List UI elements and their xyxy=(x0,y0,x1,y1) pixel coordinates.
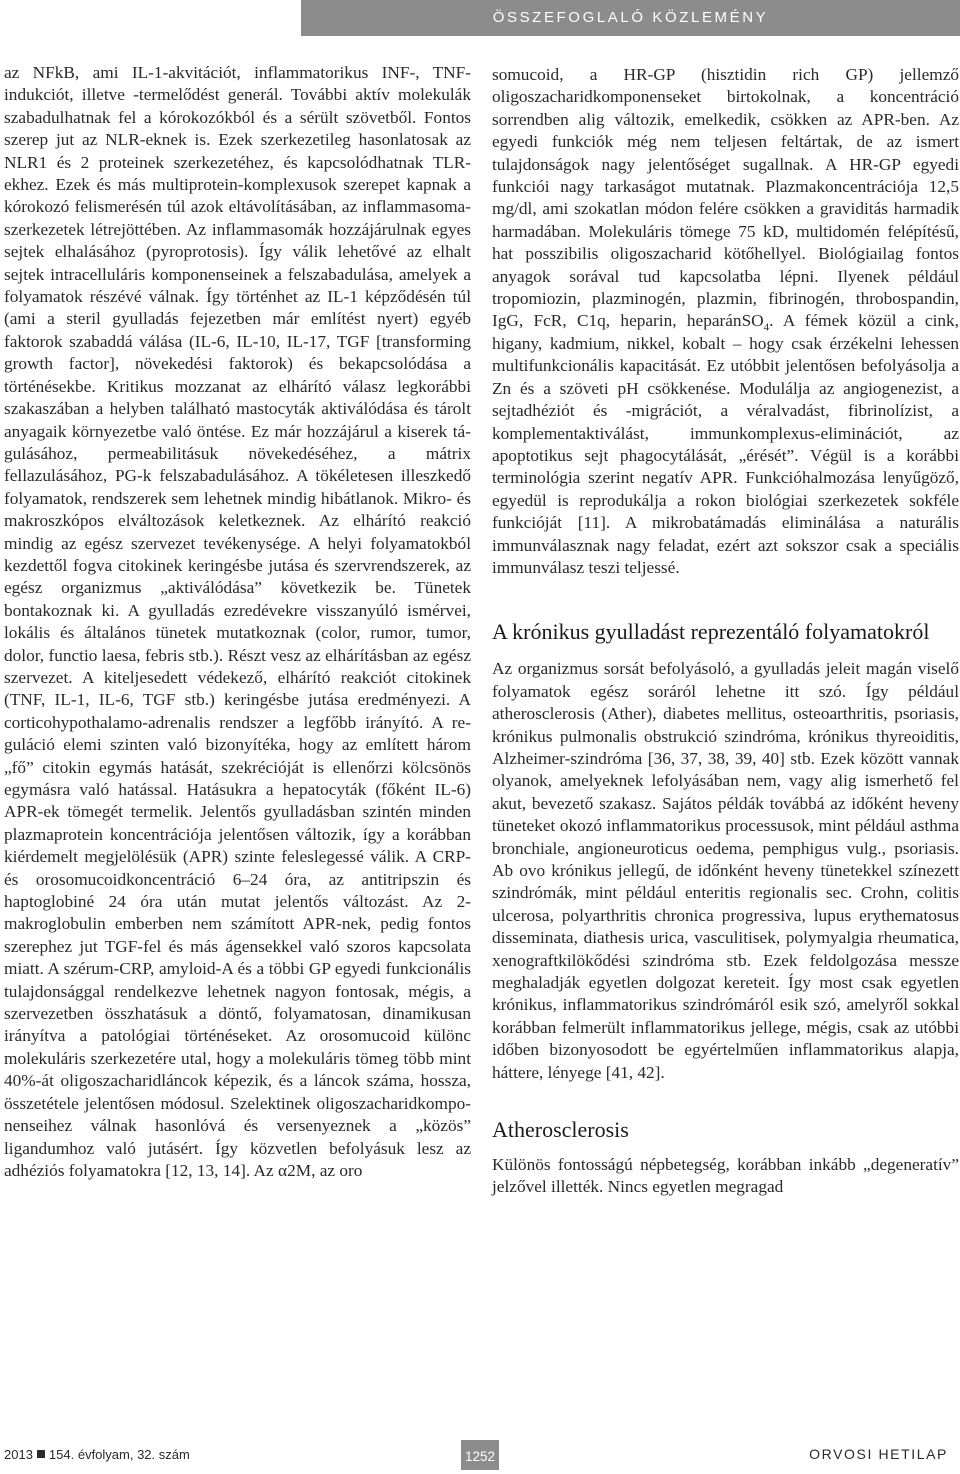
page-number: 1252 xyxy=(461,1440,499,1470)
year: 2013 xyxy=(4,1447,33,1462)
body-paragraph xyxy=(492,64,959,579)
page-footer xyxy=(0,1440,960,1470)
section-header-bar xyxy=(301,0,960,36)
subsection-heading: Atherosclerosis xyxy=(492,1117,629,1143)
body-paragraph: az NFkB, ami IL-1-akvitációt, inflammatorikus INF-, TNF-indukciót, illetve -termelődést generál. További aktív molekulák szabadulhatnak fel a kórokozókból és a sérült szövetből. Fontos szerep jut az NLR-eknek is. Ezek szerkezetileg hasonlatosak az NLR1 és 2 proteinek szerkezetéhez, és kapcsolódhatnak TLR-ekhez. Ezek és más multiprotein-komplexusok szerepet kapnak a kórokozó felismerésén túl azok eltávolításában, az inflammasoma-szerkezetek létrejöttében. Az inflammasomák hozzájárulnak egyes sejtek elhalásához (pyroprotosis). Így válik lehetővé az elhalt sejtek intracelluláris komponenseinek a felszabadulása, amelyek a folyamatok részévé válnak. Így történhet az IL-1 képződésén túl (ami a steril gyulladás fejezetben már említést nyert) egyéb faktorok szabaddá válása (IL-6, IL-10, IL-17, TGF [transforming growth factor], növekedési faktorok) és bekapcsolódása a történésekbe. Kritikus mozzanat az elhárító válasz legkorábbi szakaszában a helyben található mastocyták aktiválódása és tárolt anyagaik környezetbe való öntése. Ez már hozzájárul a kiserek tágulásához, permeabilitásuk növekedéséhez, a mátrix fellazulásához, PG-k felszabadulásához. A tökéletesen illeszkedő folyamatok, rendszerek sem lehetnek mindig hibátlanok. Mikro- és makroszkópos elváltozások keletkeznek. Az elhárító reakció mindig az egész szervezet tevékenysége. A helyi folyamatokból kezdettől fogva citokinek keringésbe jutása és szervrendszerek, az egész organizmus „aktiválódása” következik be. Tünetek bontakoznak ki. A gyulladás ezredévekre visszanyúló ismérvei, lokális és általános tünetek mutatkoznak (color, rumor, tumor, dolor, functio laesa, febris stb.). Részt vesz az elhárításban az egész szervezet. A kiteljesedett védekező, elhárító reakciót citokinek (TNF, IL-1, IL-6, TGF stb.) keringésbe jutása eredményezi. A corticohypothalamo-adrenalis rendszer a legfőbb irányító. A reguláció elemi szinten való bizonyítéka, hogy az említett három „fő” citokin egymás hatását, szekrécióját is ellenőrzi kölcsönös egymásra való hatással. Hatásukra a hepatocyták (főként IL-6) APR-ek tömegét termelik. Jelentős gyulladásban szintén minden plazmaprotein koncentrációja jelentősen változik, így a korábban kiérdemelt megjelölésük (APR) szinte feleslegessé válik. A CRP- és orosomucoidkoncentráció 6–24 óra, az antitripszin és haptoglobiné 24 óra után mutat jelentős változást. Az 2-makroglobulin emberben nem számított APR-nek, pedig fontos szerephez jut TGF-fel és más ágensekkel való szoros kapcsolata miatt. A szérum-CRP, amyloid-A és a többi GP egyedi funkcionális tulajdonsággal rendelkezve lehetnek nagyon fontosak, mégis, a szervezetben összhatásuk a döntő, folyamatosan, dinamikusan irányítva a patológiai történéseket. Az orosomucoid különc molekuláris szerkezetére utal, hogy a molekuláris tömeg több mint 40%-át oligoszacharidláncok képezik, és a láncok száma, hossza, összetétele jelentősen módosul. Szelektinek oligoszacharidkomponenseihez válnak hasonlóvá és versenyeznek a „közös” ligandumhoz való jutásért. Így közvetlen befolyásuk lesz az adhéziós folyamatokra [12, 13, 14]. Az α2M, az oro xyxy=(4,63,471,1180)
body-paragraph: Az organizmus sorsát befolyásoló, a gyulladás jeleit magán viselő folyamatok egész soráról lehetne itt szó. Így például atherosclerosis (Ather), diabetes mellitus, osteoarthritis, psoriasis, krónikus pulmonalis obstrukció szindróma, krónikus thyreoiditis, Alzheimer-szindróma [36, 37, 38, 39, 40] stb. Ezek között vannak olyanok, amelyeknek lefolyásában nem, vagy alig ismerhető fel akut, bevezető szakasz. Sajátos példák továbbá az időként heveny tüneteket okozó inflammatorikus processusok, mint például asthma bronchiale, angioneuroticus oedema, pemphigus vulg., psoriasis. Ab ovo krónikus jellegű, de időnként heveny tünetekkel színezett szindrómák, mint például enteritis regionalis sec. Crohn, colitis ulcerosa, polyarthritis chronica progressiva, lupus erythematosus disseminata, diathesis urica, vasculitisek, polymyalgia rheumatica, xenograftkilökődési szindróma stb. Ezek feldolgozása messze meghaladják egyetlen dolgozat kereteit. Így most csak egyetlen krónikus, inflammatorikus szindrómáról esik szó, amelyről sokkal korábban felmerült inflammatorikus jellege, mégis, csak az utóbbi időben bizonyosodott be egyértelműen inflammatorikus alapja, háttere, lényege [41, 42]. xyxy=(492,659,959,1082)
right-column xyxy=(492,64,959,1199)
square-bullet-icon xyxy=(37,1450,45,1458)
subscript: 4 xyxy=(763,321,770,334)
journal-name: ORVOSI HETILAP xyxy=(809,1446,948,1462)
issue-info xyxy=(4,1447,190,1462)
section-heading: A krónikus gyulladást reprezentáló folyamatokról xyxy=(492,619,930,645)
left-column xyxy=(4,62,471,1182)
body-paragraph: Különös fontosságú népbetegség, korábban inkább „degeneratív” jelzővel illették. Nincs egyetlen megragad xyxy=(492,1155,959,1197)
volume-issue: 154. évfolyam, 32. szám xyxy=(48,1447,190,1462)
paragraph-text: somucoid, a HR-GP (hisztidin rich GP) jellemző oligoszacharidkomponenseket birtokolnak, a koncentráció sorrendben alig változik, emelkedik, csökken az APR-ben. Az egyedi funkciók még nem teljesen feltártak, de az ismert tulajdonságok nagy jelentőséget sugallnak. A HR-GP egyedi funkciói nagy tarkaságot mutatnak. Plazmakoncentrációja 12,5 mg/dl, ami szokatlan módon felére csökken a graviditás harmadik harmadában. Molekuláris tömege 75 kD, multidomén felépítésű, hat posszibilis oligoszacharid kötőhellyel. Biológiailag fontos anyagok sorával tud kapcsolatba lépni. Ilyenek például tropomiozin, plazminogén, plazmin, fibrinogén, throbospandin, IgG, FcR, C1q, heparin, heparánSO xyxy=(492,65,959,331)
section-label: ÖSSZEFOGLALÓ KÖZLEMÉNY xyxy=(492,9,769,26)
paragraph-text: . A fémek közül a cink, higany, kadmium, nikkel, kobalt – hogy csak érzékelni lehessen multifunkcionális kapacitását. Ez utóbbit jelentősen befolyásolja a Zn és a szöveti pH csökkenése. Modulálja az angiogenezist, a sejtadhéziót és -migrációt, a véralvadást, fibrinolízist, a komplementaktiválást, immunkomplexus-eliminációt, az apoptotikus sejt phagocytálását, „érését”. Végül is a korábbi terminológia szerint negatív APR. Funkcióhalmozása lenyűgöző, egyedül is reprodukálja a rokon biológiai szerkezetek sokféle funkcióját [11]. A mikrobatámadás eliminálása a naturális immunválasznak nagy feladat, ezért azt sokszor csak a speciális immunválasz teszi teljessé. xyxy=(492,311,959,577)
